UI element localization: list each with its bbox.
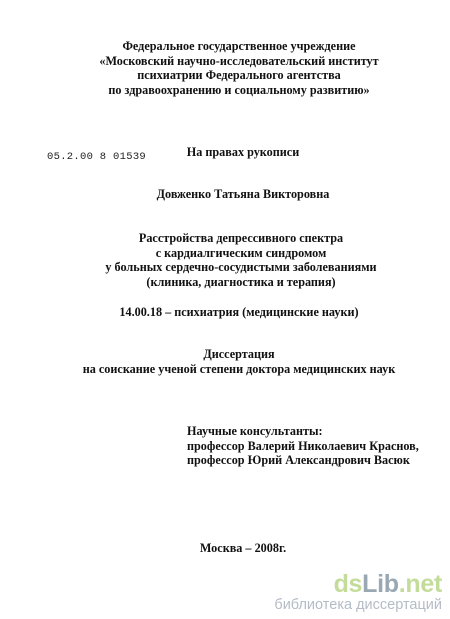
title-line: у больных сердечно-сосудистыми заболеваниями <box>105 260 377 274</box>
institution-line: психиатрии Федерального агентства <box>137 68 341 82</box>
logo-part-net: .net <box>398 570 442 598</box>
institution-line: по здравоохранению и социальному развитию» <box>108 82 370 97</box>
dslib-logo <box>274 571 442 597</box>
title-line: с кардиалгическим синдромом <box>155 245 327 260</box>
scientific-consultants <box>187 424 419 468</box>
logo-part-ds: ds <box>333 570 363 598</box>
author-name: Довженко Татьяна Викторовна <box>156 187 330 201</box>
manuscript-rights: На правах рукописи <box>186 145 300 159</box>
degree-line: на соискание ученой степени доктора медицинских наук <box>82 361 396 376</box>
dissertation-heading: Диссертация <box>203 347 275 361</box>
specialty-code: 14.00.18 – психиатрия (медицинские науки) <box>119 305 359 319</box>
consultant-name: профессор Юрий Александрович Васюк <box>187 453 410 467</box>
dissertation-degree <box>14 347 450 376</box>
consultant-name: профессор Валерий Николаевич Краснов, <box>187 438 419 453</box>
dslib-watermark <box>274 571 442 613</box>
logo-part-lib: Lib <box>362 570 399 598</box>
dissertation-title <box>16 231 450 289</box>
institution-line: «Московский научно-исследовательский институт <box>99 53 379 68</box>
watermark-subtitle: библиотека диссертаций <box>274 597 442 613</box>
institution-name <box>14 39 450 97</box>
institution-line: Федеральное государственное учреждение <box>122 39 356 53</box>
title-line: (клиника, диагностика и терапия) <box>146 274 336 289</box>
title-line: Расстройства депрессивного спектра <box>138 231 344 245</box>
registration-number-stamp: 05.2.00 8 01539 <box>47 151 147 163</box>
city-and-year: Москва – 2008г. <box>199 541 287 555</box>
consultants-heading: Научные консультанты: <box>187 424 323 438</box>
